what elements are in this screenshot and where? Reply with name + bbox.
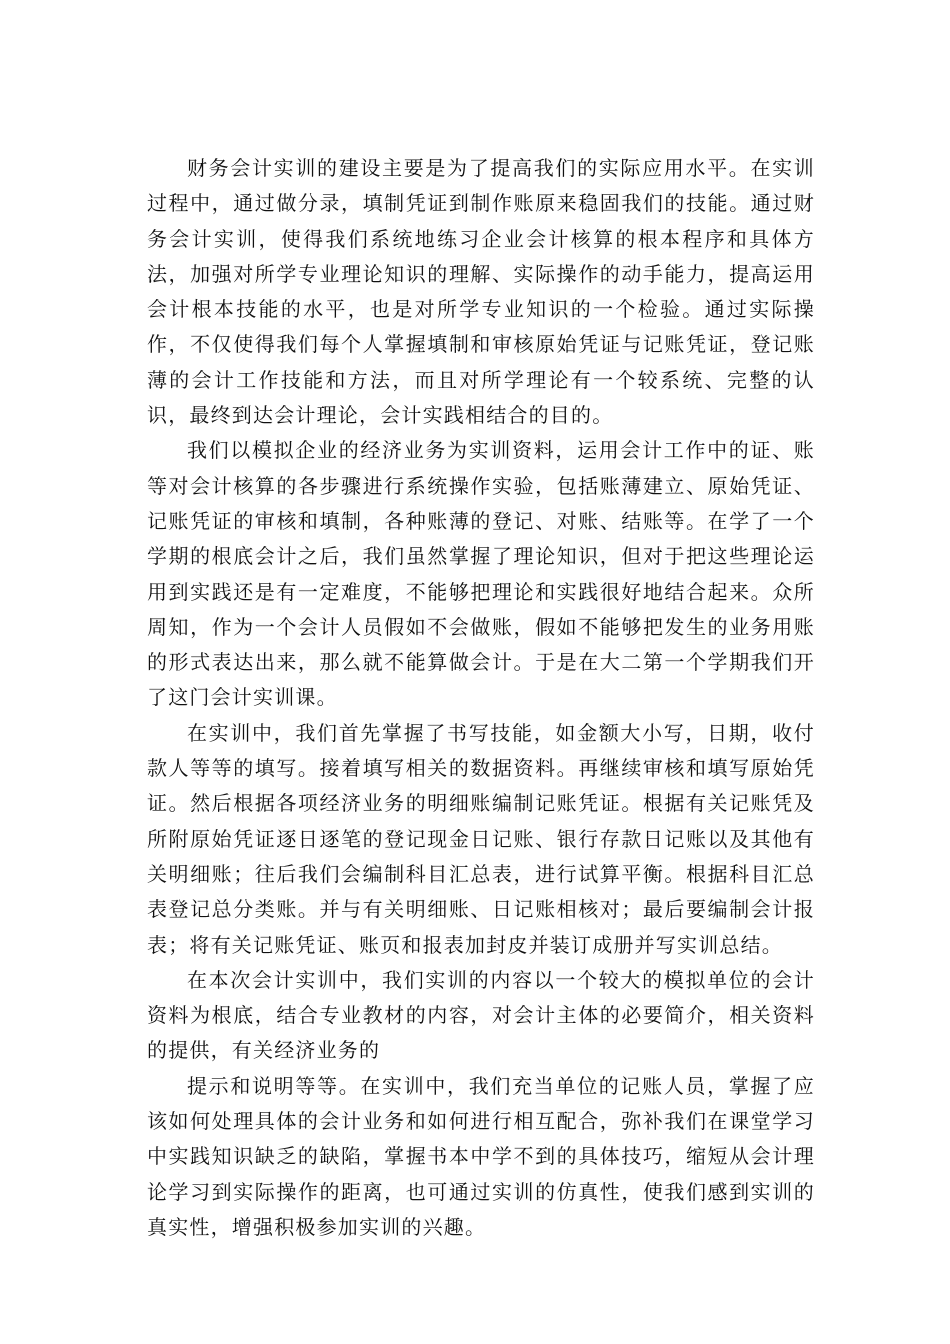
- paragraph-5: 提示和说明等等。在实训中，我们充当单位的记账人员，掌握了应该如何处理具体的会计业务和如何进行相互配合，弥补我们在课堂学习中实践知识缺乏的缺陷，掌握书本中学不到的具体技巧，缩短从会计理论学习到实际操作的距离，也可通过实训的仿真性，使我们感到实训的真实性，增强积极参加实训的兴趣。: [147, 1073, 815, 1239]
- paragraph-1: 财务会计实训的建设主要是为了提高我们的实际应用水平。在实训过程中，通过做分录，填制凭证到制作账原来稳固我们的技能。通过财务会计实训，使得我们系统地练习企业会计核算的根本程序和具体方法，加强对所学专业理论知识的理解、实际操作的动手能力，提高运用会计根本技能的水平，也是对所学专业知识的一个检验。通过实际操作，不仅使得我们每个人掌握填制和审核原始凭证与记账凭证，登记账薄的会计工作技能和方法，而且对所学理论有一个较系统、完整的认识，最终到达会计理论，会计实践相结合的目的。: [147, 156, 815, 428]
- paragraph-4: 在本次会计实训中，我们实训的内容以一个较大的模拟单位的会计资料为根底，结合专业教材的内容，对会计主体的必要简介，相关资料的提供，有关经济业务的: [147, 967, 815, 1063]
- paragraph-2: 我们以模拟企业的经济业务为实训资料，运用会计工作中的证、账等对会计核算的各步骤进行系统操作实验，包括账薄建立、原始凭证、记账凭证的审核和填制，各种账薄的登记、对账、结账等。在学了一个学期的根底会计之后，我们虽然掌握了理论知识，但对于把这些理论运用到实践还是有一定难度，不能够把理论和实践很好地结合起来。众所周知，作为一个会计人员假如不会做账，假如不能够把发生的业务用账的形式表达出来，那么就不能算做会计。于是在大二第一个学期我们开了这门会计实训课。: [147, 438, 815, 710]
- paragraph-3: 在实训中，我们首先掌握了书写技能，如金额大小写，日期，收付款人等等的填写。接着填写相关的数据资料。再继续审核和填写原始凭证。然后根据各项经济业务的明细账编制记账凭证。根据有关记账凭及所附原始凭证逐日逐笔的登记现金日记账、银行存款日记账以及其他有关明细账；往后我们会编制科目汇总表，进行试算平衡。根据科目汇总表登记总分类账。并与有关明细账、日记账相核对；最后要编制会计报表；将有关记账凭证、账页和报表加封皮并装订成册并写实训总结。: [147, 720, 815, 957]
- document-body: [147, 151, 815, 1245]
